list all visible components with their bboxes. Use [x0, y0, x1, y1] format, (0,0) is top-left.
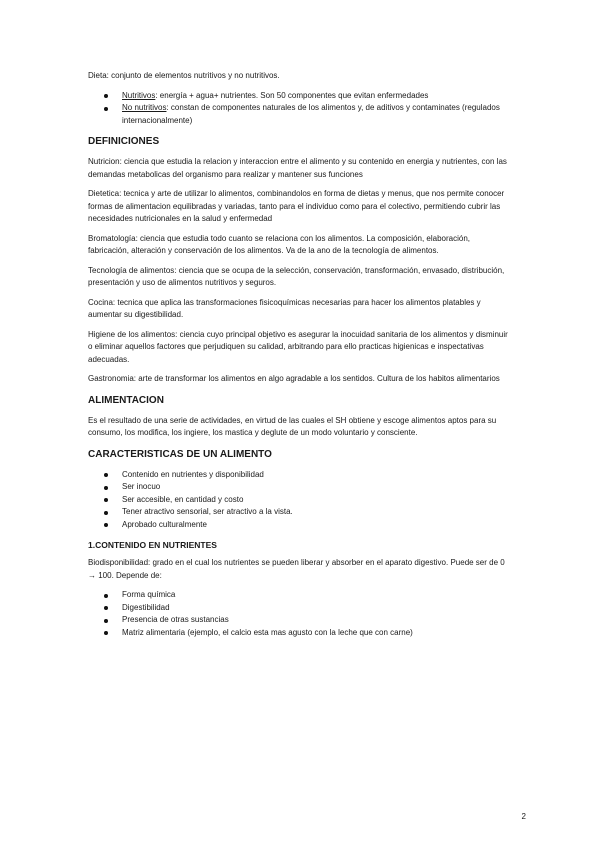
list-item: Aprobado culturalmente: [88, 519, 513, 532]
heading-caracteristicas: CARACTERISTICAS DE UN ALIMENTO: [88, 448, 272, 460]
term-no-nutritivos: No nutritivos: [122, 103, 167, 112]
paragraph-gastronomia: Gastronomia: arte de transformar los alimentos en algo agradable a los sentidos. Cultura de los habitos alimentarios: [88, 374, 500, 383]
list-item: Ser inocuo: [88, 481, 513, 494]
list-item: Presencia de otras sustancias: [88, 614, 513, 627]
heading-definiciones: DEFINICIONES: [88, 136, 160, 147]
bullet-icon: [104, 498, 108, 502]
term-text: : constan de componentes naturales de los alimentos y, de aditivos y contaminates (regulados internacionalmente): [122, 103, 500, 125]
paragraph-alimentacion: Es el resultado de una serie de actividades, en virtud de las cuales el SH obtiene y escoge alimentos aptos para su consumo, los modifica, los ingiere, los mastica y deglute de un modo voluntario y consciente.: [88, 415, 497, 437]
bullet-icon: [104, 594, 108, 598]
list-item: Tener atractivo sensorial, ser atractivo a la vista.: [88, 506, 513, 519]
bullet-icon: [104, 606, 108, 610]
bullet-icon: [104, 619, 108, 623]
list-item: Contenido en nutrientes y disponibilidad: [88, 469, 513, 482]
term-nutritivos: Nutritivos: [122, 90, 156, 100]
caracteristicas-list: [88, 469, 513, 532]
list-item: Forma química: [88, 589, 513, 602]
heading-contenido-nutrientes: 1.CONTENIDO EN NUTRIENTES: [88, 540, 217, 550]
bullet-icon: [104, 94, 108, 98]
list-item: Ser accesible, en cantidad y costo: [88, 494, 513, 507]
bullet-icon: [104, 511, 108, 515]
term-text: : energía + agua+ nutrientes. Son 50 componentes que evitan enfermedades: [155, 90, 429, 100]
paragraph-higiene: Higiene de los alimentos: ciencia cuyo principal objetivo es asegurar la inocuidad sanitaria de los alimentos y disminuir o eliminar aquellos factores que perjudiquen su calidad, arbitrando para ello practicas higienicas e inspectativas adecuadas.: [88, 329, 508, 364]
paragraph-cocina: Cocina: tecnica que aplica las transformaciones fisicoquímicas necesarias para hacer los alimentos platables y aumentar su digestibilidad.: [88, 297, 481, 319]
paragraph-biodisponibilidad: Biodisponibilidad: grado en el cual los nutrientes se pueden liberar y absorber en el aparato digestivo. Puede ser de 0 → 100. Depende de:: [88, 558, 505, 580]
paragraph-nutricion: Nutricion: ciencia que estudia la relacion y interaccion entre el alimento y su contenido en energia y nutrientes, con las demandas metabolicas del organismo para realizar y mantener sus funciones: [88, 157, 507, 179]
paragraph-tecnologia: Tecnología de alimentos: ciencia que se ocupa de la selección, conservación, transformación, envasado, distribución, presentación y uso de alimentos nutritivos y seguros.: [88, 265, 505, 287]
list-item: Matriz alimentaria (ejemplo, el calcio esta mas agusto con la leche que con carne): [88, 627, 513, 640]
contenido-list: [88, 589, 513, 639]
list-item: [88, 90, 513, 103]
bullet-icon: [104, 107, 108, 111]
bullet-icon: [104, 631, 108, 635]
list-item: Digestibilidad: [88, 602, 513, 615]
list-item: [88, 102, 513, 127]
paragraph-dietetica: Dietetica: tecnica y arte de utilizar lo alimentos, combinandolos en forma de dietas y menus, que nos permite conocer formas de alimentacion equilibradas y variadas, tanto para el individuo como para el colectivo, permitiendo cubrir las necesidades nutricionales en la salud y enfermedad: [88, 189, 505, 223]
dieta-definition: Dieta: conjunto de elementos nutritivos y no nutritivos.: [88, 71, 280, 80]
page-number: 2: [521, 812, 526, 821]
document-page: [88, 70, 513, 645]
paragraph-bromatologia: Bromatología: ciencia que estudia todo cuanto se relaciona con los alimentos. La composición, elaboración, fabricación, alteración y conservación de los alimentos. Va de la ano de la tecnología de alimentos.: [88, 233, 471, 255]
dieta-list: [88, 90, 513, 128]
bullet-icon: [104, 473, 108, 477]
heading-alimentacion: ALIMENTACION: [88, 394, 164, 406]
bullet-icon: [104, 523, 108, 527]
bullet-icon: [104, 486, 108, 490]
